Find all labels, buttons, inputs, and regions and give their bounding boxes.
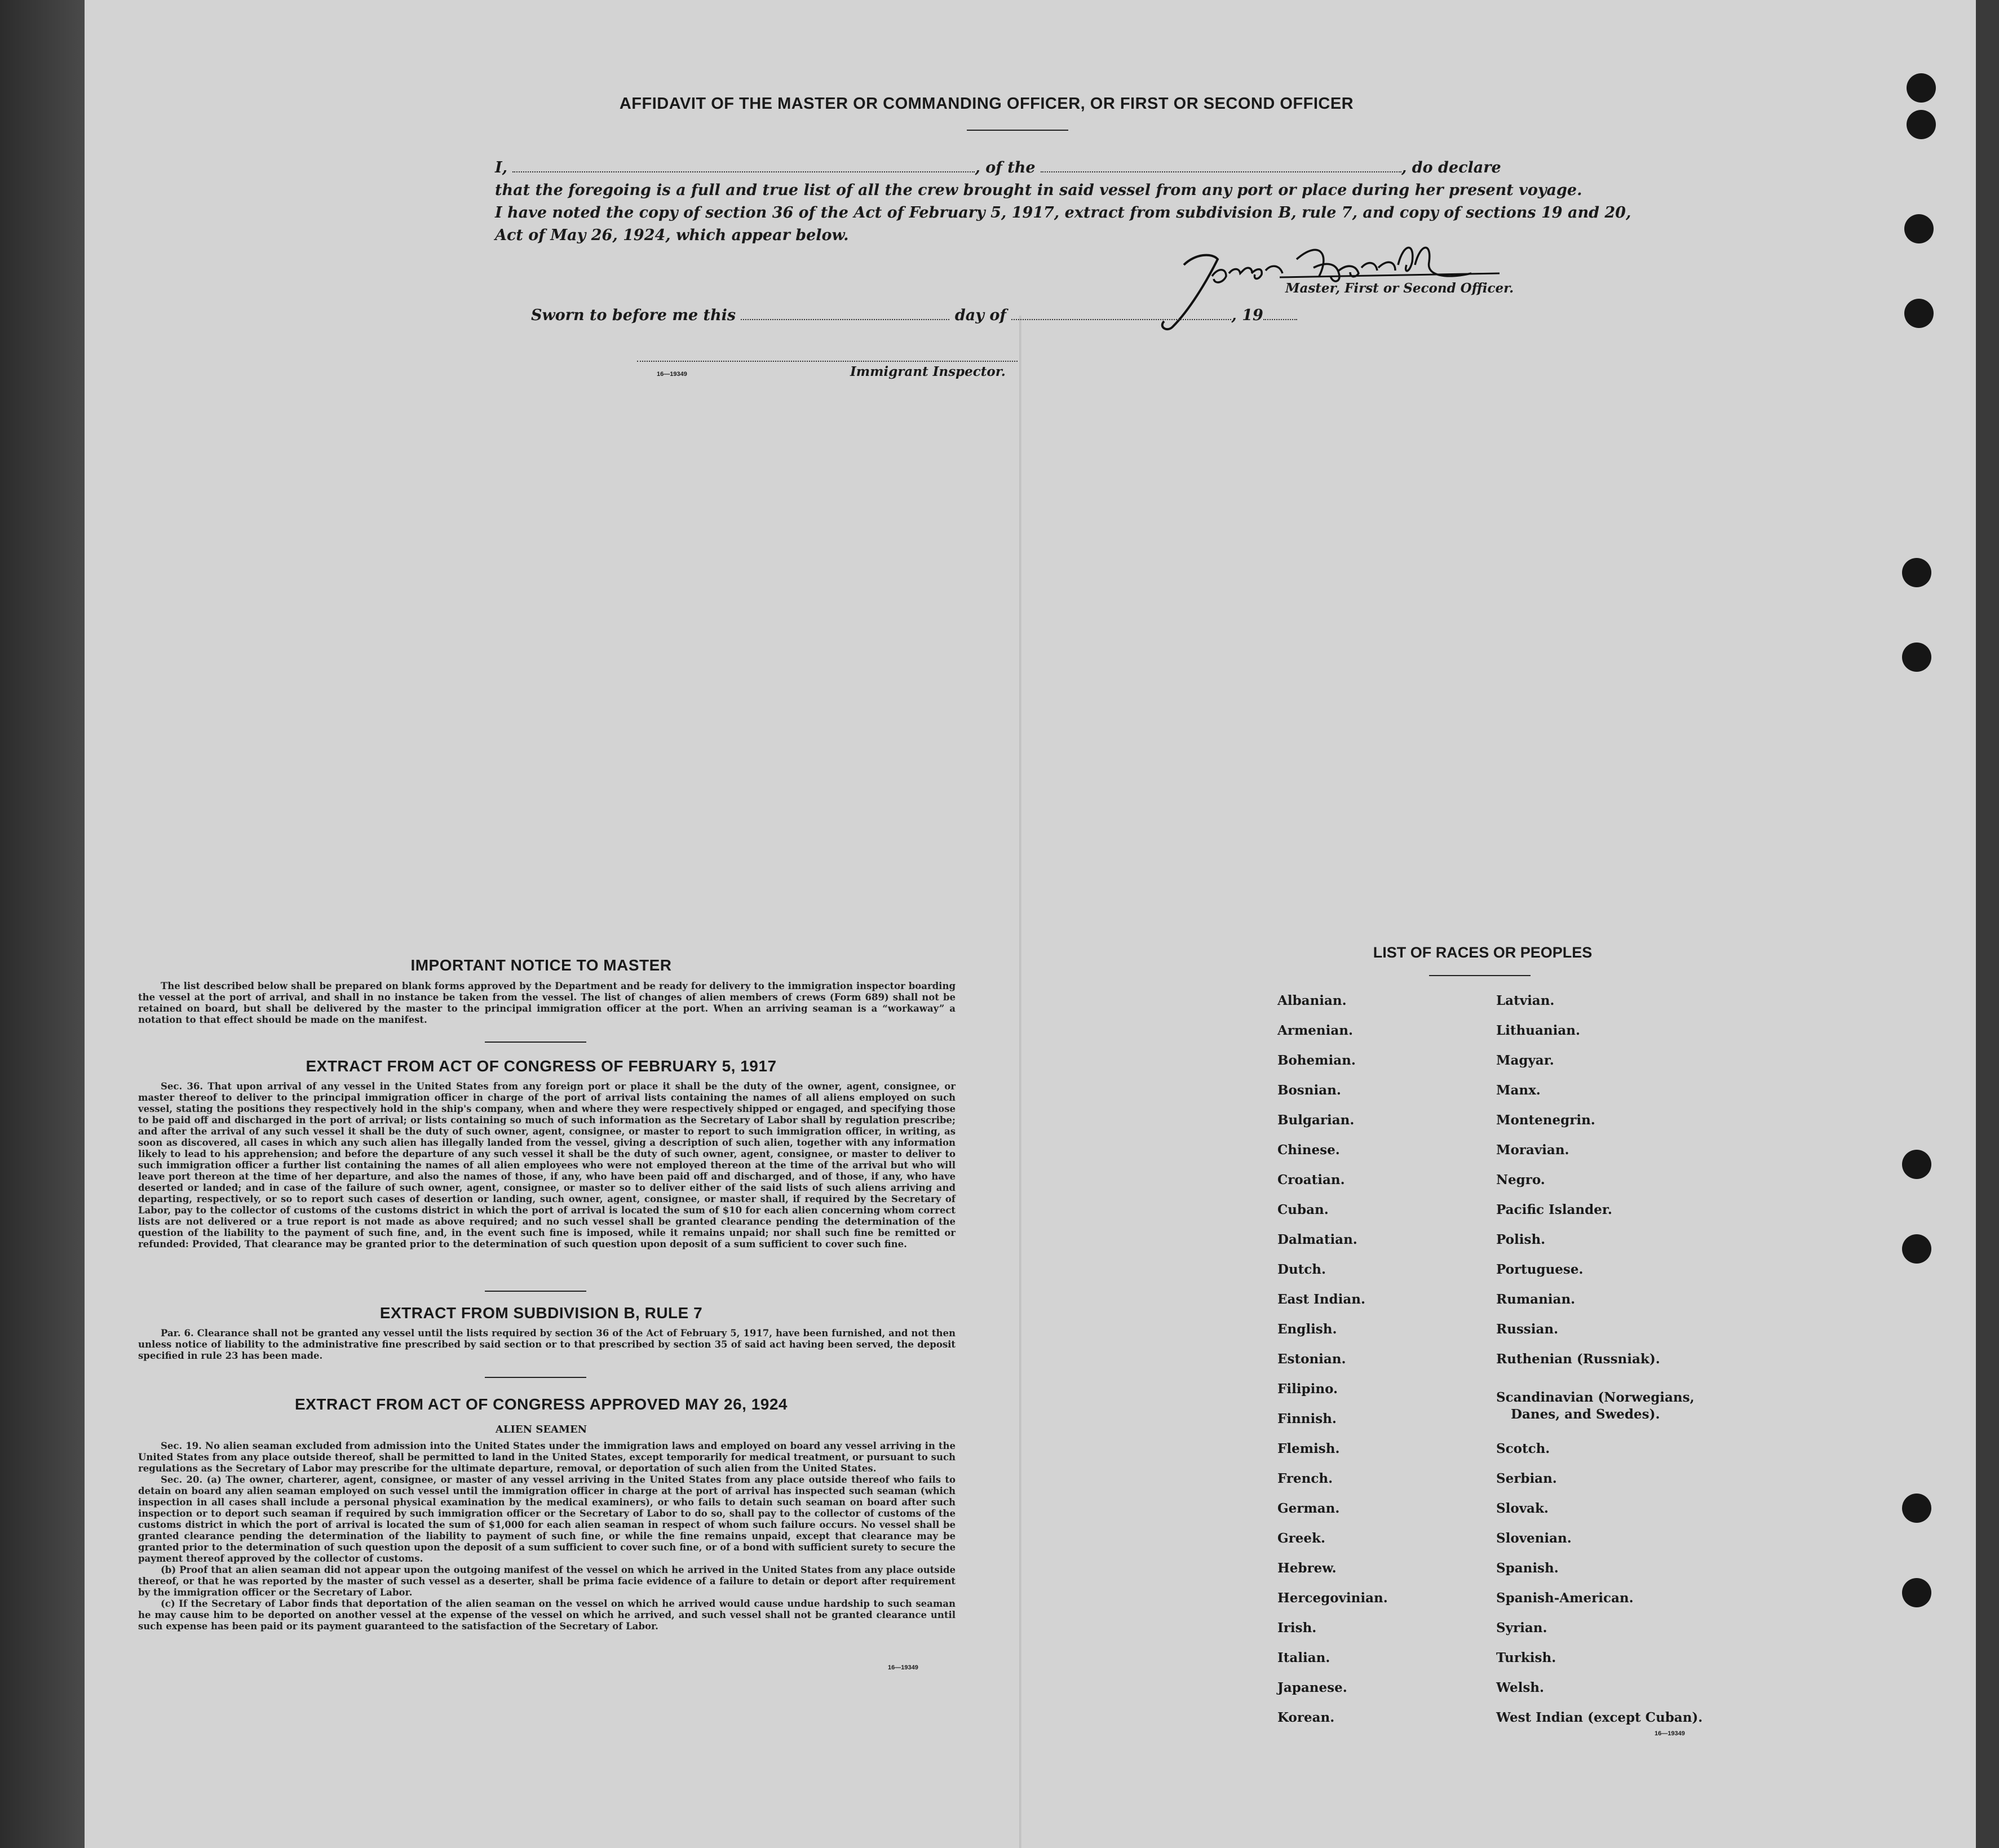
extract-1924-text [138,1441,956,1632]
race-item: Latvian. [1496,993,1555,1008]
race-item: Dalmatian. [1277,1232,1357,1247]
punch-hole [1904,299,1934,328]
section-19-paragraph: Sec. 19. No alien seaman excluded from admission into the United States under the immigration laws and employed on board any vessel arriving in the United States from any place outside thereof, shall be permitted to land in the United States, except temporarily for medical treatment, or pursuant to such regulations as the Secretary of Labor may prescribe for the ultimate departure, removal, or deportation of such alien from the United States. [138,1441,956,1474]
race-item: Moravian. [1496,1142,1569,1158]
sworn-year-blank [1263,307,1297,320]
race-item: Hebrew. [1277,1561,1337,1576]
race-item: Magyar. [1496,1053,1554,1068]
race-item: Slovenian. [1496,1531,1572,1546]
race-item: Syrian. [1496,1620,1547,1636]
race-item: Bosnian. [1277,1083,1341,1098]
declarant-blank [512,159,975,172]
sworn-date-blank [741,307,949,320]
race-item: Italian. [1277,1650,1330,1665]
race-item: Russian. [1496,1322,1559,1337]
race-item: Japanese. [1277,1680,1347,1695]
races-title: LIST OF RACES OR PEOPLES [1373,944,1593,961]
race-item: Montenegrin. [1496,1113,1595,1128]
punch-hole [1907,73,1936,103]
race-item: Hercegovinian. [1277,1590,1388,1606]
race-item: Pacific Islander. [1496,1202,1612,1217]
declarant-label: I, [495,159,508,176]
inspector-signature-line [637,361,1018,362]
race-item: Welsh. [1496,1680,1545,1695]
race-item: Croatian. [1277,1172,1345,1187]
notice-text [138,981,956,1026]
declare-label: , do declare [1401,159,1501,176]
section-36-paragraph: Sec. 36. That upon arrival of any vessel in the United States from any foreign port or place it shall be the duty of the owner, agent, consignee, or master thereof to deliver to the principal immigration officer in charge of the port of arrival lists containing the names of all aliens employed on such vessel, stating the positions they respectively hold in the ship's company, when and where they were respectively shipped or engaged, and specifying those to be paid off and discharged in the port of arrival; or lists containing so much of such information as the Secretary of Labor shall by regulation prescribe; and after the arrival of any such vessel it shall be the duty of such owner, agent, consignee, or master to report to such immigration officer, in writing, as soon as discovered, all cases in which any such alien has illegally landed from the vessel, giving a description of such alien, together with any information likely to lead to his apprehension; and before the departure of any such vessel it shall be the duty of such owner, agent, consignee, or master to deliver to such immigration officer a further list containing the names of all alien employees who were not employed thereon at the time of the arrival but who will leave port thereon at the time of her departure, and also the names of those, if any, who have been paid off and discharged, and of those, if any, who have deserted or landed; and in case of the failure of such owner, agent, consignee, or master so to deliver either of the said lists of such aliens arriving and departing, respectively, or so to report such cases of desertion or landing, such owner, agent, consignee, or master shall, if required by the Secretary of Labor, pay to the collector of customs of the customs district in which the port of arrival is located the sum of $10 for each alien concerning whom correct lists are not delivered or a true report is not made as above required; and no such vessel shall be granted clearance pending the determination of the question of the liability to the payment of such fine, and, in the event such fine is imposed, while it remains unpaid; nor shall such fine be remitted or refunded: Provided, That clearance may be granted prior to the determination of such question upon deposit of a sum sufficient to cover such fine. [138,1081,956,1249]
notice-rule [485,1042,586,1043]
section-20a-paragraph: Sec. 20. (a) The owner, charterer, agent, consignee, or master of any vessel arriving in the United States from any place outside thereof who fails to detain on board any alien seaman employed on such vessel until the immigration officer in charge at the port of arrival has inspected such seaman (which inspection in all cases shall include a personal physical examination by the medical examiners), or who fails to detain such seaman on board after such inspection or to deport such seaman if required by such immigration officer or the Secretary of Labor to do so, shall pay to the collector of customs of the customs district in which the port of arrival is located the sum of $1,000 for each alien seaman in respect of whom such failure occurs. No vessel shall be granted clearance pending the determination of the liability to payment of such fine, or while the fine remains unpaid, except that clearance may be granted prior to the determination of such question upon the deposit of a sum sufficient to cover such fine, or of a bond with sufficient surety to secure the payment thereof approved by the collector of customs. [138,1474,956,1564]
race-item: Flemish. [1277,1441,1340,1456]
sworn-line [531,304,1585,327]
race-item: Serbian. [1496,1471,1557,1486]
race-item: Spanish-American. [1496,1590,1634,1606]
race-item: Finnish. [1277,1411,1337,1426]
race-item: Slovak. [1496,1501,1549,1516]
punch-hole [1902,1234,1931,1264]
page-fold [1019,316,1021,1848]
declaration-line-1 [495,157,1549,179]
extract-1917-title: EXTRACT FROM ACT OF CONGRESS OF FEBRUARY 5, 1917 [306,1057,777,1075]
extract-1917-text [138,1081,956,1250]
signature-caption: Master, First or Second Officer. [1285,281,1514,296]
race-item: Irish. [1277,1620,1317,1636]
race-item: Dutch. [1277,1262,1326,1277]
day-of-label: day of [954,307,1006,324]
punch-hole [1902,558,1931,587]
race-item: Filipino. [1277,1381,1338,1397]
section-20c-paragraph: (c) If the Secretary of Labor finds that deportation of the alien seaman on the vessel on which he arrived would cause undue hardship to such seaman he may cause him to be deported on another vessel at the expense of the vessel on which he arrived, and such vessel shall not be granted clearance until such expense has been paid or its payment guaranteed to the satisfaction of the Secretary of Labor. [138,1598,956,1632]
rule-7-title: EXTRACT FROM SUBDIVISION B, RULE 7 [379,1304,703,1322]
extract-1917-rule [485,1291,586,1292]
inspector-caption: Immigrant Inspector. [850,364,1006,379]
race-item: Armenian. [1277,1023,1354,1038]
sworn-month-blank [1011,307,1231,320]
race-item: Polish. [1496,1232,1546,1247]
year-label: , 19 [1231,307,1263,324]
declaration-line-3: I have noted the copy of section 36 of the Act of February 5, 1917, extract from subdivision B, rule 7, and copy of sections 19 and 20, [495,204,1631,221]
race-item: Spanish. [1496,1561,1559,1576]
race-item: Estonian. [1277,1351,1346,1367]
punch-hole [1902,1578,1931,1607]
race-item: Danes, and Swedes). [1511,1407,1660,1422]
race-item: Greek. [1277,1531,1325,1546]
alien-seamen-subtitle: ALIEN SEAMEN [495,1424,587,1435]
form-number-top: 16—19349 [657,371,687,378]
race-item: Korean. [1277,1710,1335,1725]
vessel-label: , of the [975,159,1036,176]
declaration-line-2: that the foregoing is a full and true list of all the crew brought in said vessel from any port or place during her present voyage. [495,181,1582,199]
race-item: Portuguese. [1496,1262,1584,1277]
race-item: Bulgarian. [1277,1113,1355,1128]
extract-1924-title: EXTRACT FROM ACT OF CONGRESS APPROVED MAY 26, 1924 [295,1395,788,1413]
race-item: Bohemian. [1277,1053,1356,1068]
race-item: Turkish. [1496,1650,1556,1665]
par-6-paragraph: Par. 6. Clearance shall not be granted any vessel until the lists required by section 36 of the Act of February 5, 1917, have been furnished, and not then unless notice of liability to the administrative fine prescribed by said section or to that prescribed by section 35 of said act having been served, the deposit specified in rule 23 has been made. [138,1328,956,1361]
punch-hole [1902,1494,1931,1523]
declaration-line-4: Act of May 26, 1924, which appear below. [495,227,849,244]
race-item: Cuban. [1277,1202,1329,1217]
race-item: Negro. [1496,1172,1545,1187]
race-item: Albanian. [1277,993,1347,1008]
race-item: Scandinavian (Norwegians, [1496,1390,1695,1405]
punch-hole [1907,110,1936,139]
race-item: Manx. [1496,1083,1541,1098]
race-item: Lithuanian. [1496,1023,1580,1038]
section-20b-paragraph: (b) Proof that an alien seaman did not appear upon the outgoing manifest of the vessel on which he arrived in the United States from any place outside thereof, or that he was reported by the master of such vessel as a deserter, shall be prima facie evidence of a failure to detain or deport after requirement by the immigration officer or the Secretary of Labor. [138,1565,956,1598]
punch-hole [1902,642,1931,672]
race-item: Scotch. [1496,1441,1550,1456]
race-item: English. [1277,1322,1337,1337]
affidavit-title: AFFIDAVIT OF THE MASTER OR COMMANDING OFFICER, OR FIRST OR SECOND OFFICER [619,95,1354,113]
notice-paragraph: The list described below shall be prepared on blank forms approved by the Department and be ready for delivery to the immigration inspector boarding the vessel at the port of arrival, and shall in no instance be taken from the vessel. The list of changes of alien members of crews (Form 689) shall not be retained on board, but shall be delivered by the master to the principal immigration officer at the port. When an arriving seaman is a “workaway” a notation to that effect should be made on the manifest. [138,981,956,1025]
punch-hole [1904,214,1934,243]
scan-left-edge [0,0,85,1848]
race-item: French. [1277,1471,1333,1486]
race-item: East Indian. [1277,1292,1365,1307]
form-number-bottom-left: 16—19349 [888,1664,918,1671]
rule-7-rule [485,1377,586,1378]
punch-hole [1902,1150,1931,1179]
vessel-blank [1041,159,1401,172]
race-item: German. [1277,1501,1340,1516]
form-number-bottom-right: 16—19349 [1655,1730,1685,1737]
title-rule [967,130,1068,131]
races-rule [1429,975,1531,976]
rule-7-text [138,1328,956,1362]
race-item: Rumanian. [1496,1292,1576,1307]
race-item: Chinese. [1277,1142,1340,1158]
race-item: Ruthenian (Russniak). [1496,1351,1660,1367]
notice-title: IMPORTANT NOTICE TO MASTER [410,956,672,974]
sworn-label: Sworn to before me this [531,307,736,324]
race-item: West Indian (except Cuban). [1496,1710,1703,1725]
